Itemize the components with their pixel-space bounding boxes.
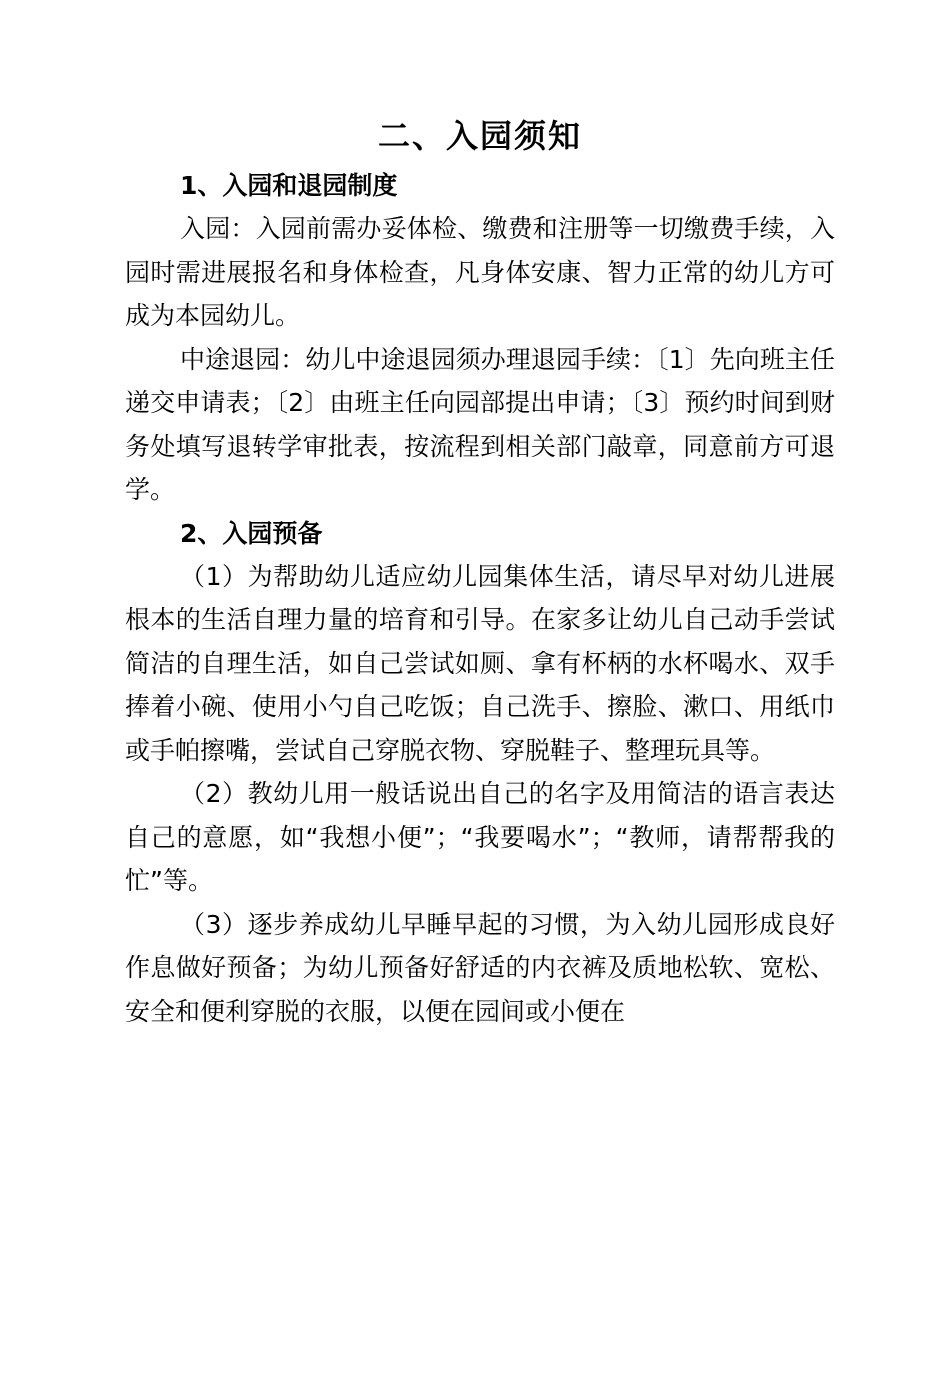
section-heading-preparation: 2、入园预备 (180, 518, 323, 548)
paragraph-preparation-3: （3）逐步养成幼儿早睡早起的习惯，为入幼儿园形成良好作息做好预备；为幼儿预备好舒适的内衣裤及质地松软、宽松、安全和便利穿脱的衣服，以便在园间或小便在 (125, 909, 835, 1026)
paragraph-preparation-1: （1）为帮助幼儿适应幼儿园集体生活，请尽早对幼儿进展根本的生活自理力量的培育和引导。在家多让幼儿自己动手尝试简洁的自理生活，如自己尝试如厕、拿有杯柄的水杯喝水、双手捧着小碗、使用小勺自己吃饭；自己洗手、擦脸、漱口、用纸巾或手帕擦嘴，尝试自己穿脱衣物、穿脱鞋子、整理玩具等。 (125, 561, 835, 765)
document-page (125, 112, 835, 1033)
paragraph-enrollment: 入园：入园前需办妥体检、缴费和注册等一切缴费手续，入园时需进展报名和身体检查，凡身体安康、智力正常的幼儿方可成为本园幼儿。 (125, 214, 835, 330)
page-title: 二、入园须知 (377, 117, 582, 155)
paragraph-withdrawal: 中途退园：幼儿中途退园须办理退园手续：〔1〕先向班主任递交申请表；〔2〕由班主任向园部提出申请；〔3〕预约时间到财务处填写退转学审批表，按流程到相关部门敲章，同意前方可退学。 (125, 344, 835, 504)
paragraph-preparation-2: （2）教幼儿用一般话说出自己的名字及用简洁的语言表达自己的意愿，如“我想小便”；“我要喝水”；“教师，请帮帮我的忙”等。 (125, 779, 835, 895)
section-heading-enrollment-withdrawal: 1、入园和退园制度 (180, 171, 398, 200)
